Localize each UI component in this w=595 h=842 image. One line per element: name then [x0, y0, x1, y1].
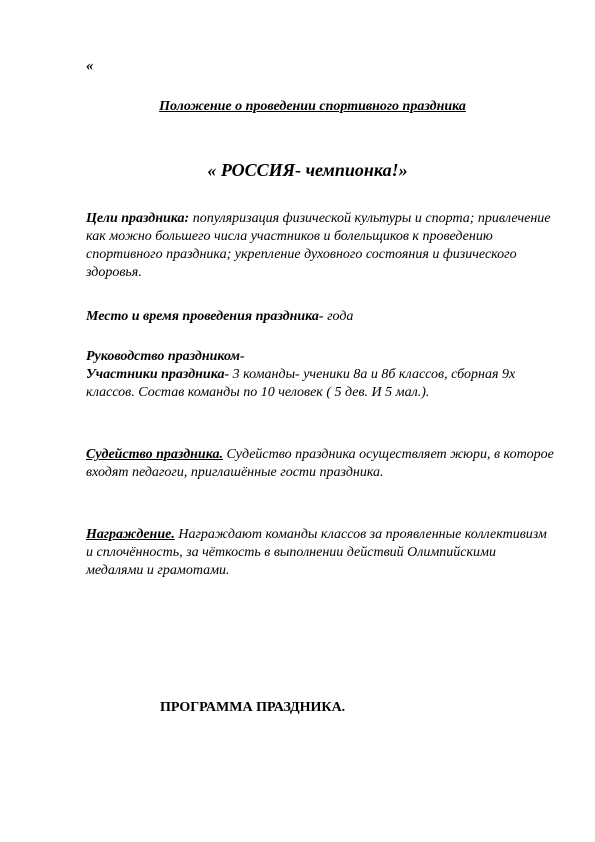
judging-section	[86, 446, 556, 482]
participants-text: 3 команды- ученики 8а и 8б классов, сборная 9х классов. Состав команды по 10 человек ( 5 дев. И 5 мал.).	[86, 367, 516, 400]
leadership-participants-section	[86, 348, 556, 402]
event-name: « РОССИЯ- чемпионка!»	[207, 160, 408, 180]
award-text: Награждают команды классов за проявленные коллективизм и сплочённость, за чёткость в выполнении действий Олимпийскими медалями и грамотами.	[86, 527, 547, 578]
goals-text: популяризация физической культуры и спорта; привлечение как можно большего числа участников и болельщиков к проведению спортивного праздника; укрепление духовного состояния и физического здоровья.	[86, 211, 551, 280]
place-time-text: года	[323, 309, 354, 324]
place-time-label: Место и время проведения праздника-	[86, 309, 324, 324]
goals-label: Цели праздника:	[86, 211, 190, 226]
leadership-label: Руководство праздником-	[86, 349, 245, 364]
judging-text: Судейство праздника осуществляет жюри, в которое входят педагоги, приглашённые гости праздника.	[86, 447, 554, 480]
participants-label: Участники праздника-	[86, 367, 230, 382]
goals-section	[86, 210, 556, 282]
judging-label: Судейство праздника.	[86, 447, 223, 462]
award-label: Награждение.	[86, 527, 175, 542]
opening-quote-mark: «	[86, 58, 94, 74]
document-title: Положение о проведении спортивного праздника	[159, 99, 466, 114]
award-section	[86, 526, 556, 580]
place-time-section	[86, 308, 556, 326]
leadership-line	[86, 348, 556, 366]
program-heading: ПРОГРАММА ПРАЗДНИКА.	[160, 700, 346, 715]
participants-line	[86, 366, 556, 402]
